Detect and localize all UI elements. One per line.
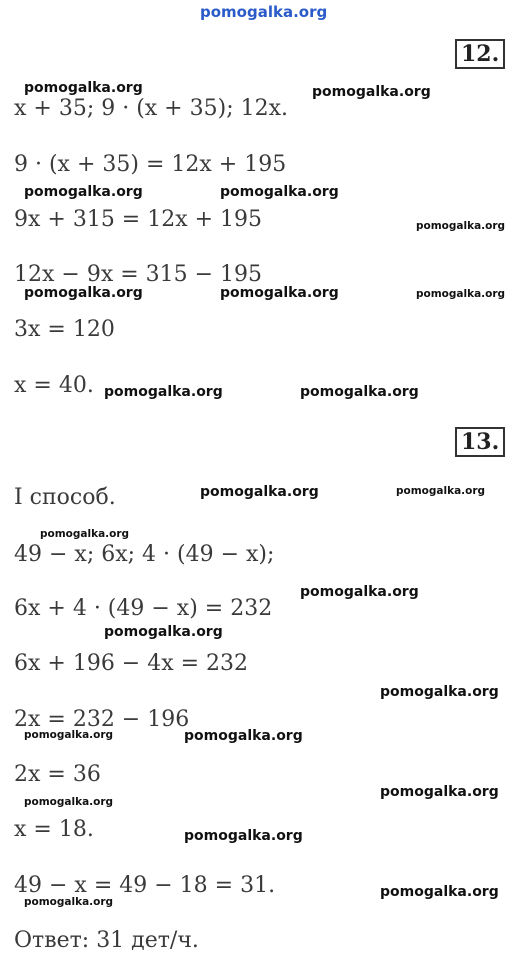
p12-line-2: 9 · (x + 35) = 12x + 195: [14, 152, 287, 177]
watermark: pomogalka.org: [416, 220, 506, 232]
p13-line-6: x = 18.: [14, 817, 94, 842]
p13-answer: Ответ: 31 дет/ч.: [14, 928, 199, 953]
watermark: pomogalka.org: [416, 288, 506, 300]
p13-line-7: 49 − x = 49 − 18 = 31.: [14, 873, 276, 898]
watermark: pomogalka.org: [200, 484, 319, 500]
p13-method-label: I способ.: [14, 485, 116, 510]
p12-line-1: x + 35; 9 · (x + 35); 12x.: [14, 96, 288, 121]
watermark: pomogalka.org: [380, 784, 499, 800]
p13-line-5: 2x = 36: [14, 762, 101, 787]
watermark: pomogalka.org: [312, 84, 431, 100]
p12-line-6: x = 40.: [14, 373, 94, 398]
p12-line-3: 9x + 315 = 12x + 195: [14, 207, 263, 232]
watermark: pomogalka.org: [220, 285, 339, 301]
watermark: pomogalka.org: [104, 384, 223, 400]
p13-line-1: 49 − x; 6x; 4 · (49 − x);: [14, 542, 275, 567]
problem-13-number: 13.: [455, 427, 505, 457]
p12-line-5: 3x = 120: [14, 317, 115, 342]
watermark: pomogalka.org: [24, 896, 114, 908]
watermark: pomogalka.org: [24, 184, 143, 200]
p13-line-4: 2x = 232 − 196: [14, 707, 190, 732]
watermark: pomogalka.org: [104, 624, 223, 640]
p12-line-4: 12x − 9x = 315 − 195: [14, 262, 263, 287]
watermark: pomogalka.org: [184, 828, 303, 844]
watermark: pomogalka.org: [24, 729, 114, 741]
watermark: pomogalka.org: [24, 285, 143, 301]
watermark: pomogalka.org: [380, 884, 499, 900]
watermark: pomogalka.org: [300, 584, 419, 600]
problem-12-number: 12.: [455, 39, 505, 69]
watermark: pomogalka.org: [300, 384, 419, 400]
watermark: pomogalka.org: [220, 184, 339, 200]
watermark: pomogalka.org: [24, 796, 114, 808]
p13-line-2: 6x + 4 · (49 − x) = 232: [14, 596, 273, 621]
watermark: pomogalka.org: [24, 80, 143, 96]
watermark: pomogalka.org: [184, 728, 303, 744]
watermark: pomogalka.org: [396, 485, 486, 497]
watermark: pomogalka.org: [380, 684, 499, 700]
watermark: pomogalka.org: [40, 528, 130, 540]
p13-line-3: 6x + 196 − 4x = 232: [14, 651, 249, 676]
site-header-watermark: pomogalka.org: [200, 3, 328, 21]
